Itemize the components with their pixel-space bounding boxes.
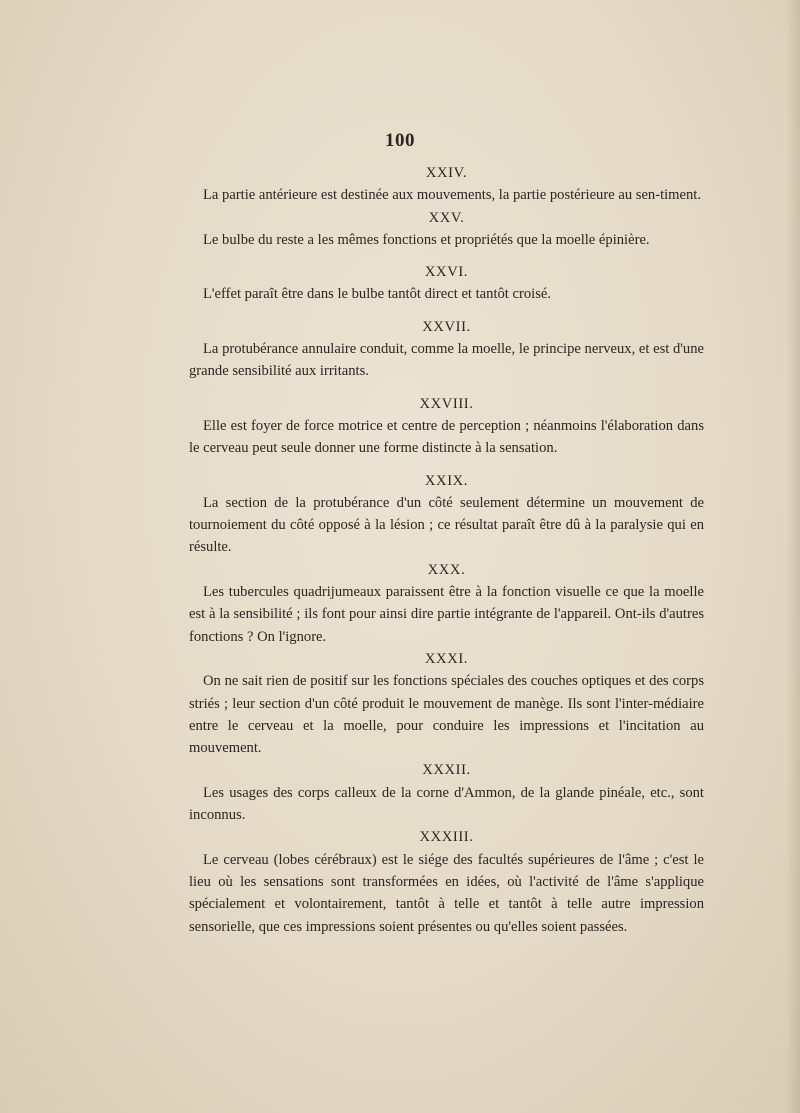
section-text: Les tubercules quadrijumeaux paraissent être à la fonction visuelle ce que la moelle est à la sensibilité ; ils font pour ainsi dire partie intégrante de l'appareil. Ont-ils d'autres fonctions ? On l'ignore.: [189, 584, 704, 645]
section-xxviii: [189, 393, 704, 460]
section-heading: XXVII.: [422, 318, 471, 335]
section-xxx: [189, 559, 704, 648]
section-text: La protubérance annulaire conduit, comme la moelle, le principe nerveux, et est d'une grande sensibilité aux irritants.: [189, 341, 704, 380]
document-body: [189, 162, 704, 938]
section-text: Le cerveau (lobes cérébraux) est le siége des facultés supérieures de l'âme ; c'est le lieu où les sensations sont transformées en idées, où l'activité de l'âme s'applique spécialement et volontairement, tantôt à telle et tantôt à telle autre impression sensorielle, que ces impressions soient présentes ou qu'elles soient passées.: [189, 851, 704, 935]
section-text: L'effet paraît être dans le bulbe tantôt direct et tantôt croisé.: [203, 286, 552, 303]
spacer: [189, 251, 704, 261]
section-text: La section de la protubérance d'un côté seulement détermine un mouvement de tournoiement du côté opposé à la lésion ; ce résultat paraît être dû à la paralysie qui en résulte.: [189, 494, 704, 556]
section-heading: XXIV.: [425, 165, 468, 181]
spacer: [189, 383, 704, 393]
section-xxvi: [189, 261, 704, 306]
section-heading: XXV.: [428, 209, 465, 226]
page-number: 100: [385, 130, 415, 151]
section-text: Les usages des corps calleux de la corne d'Ammon, de la glande pinéale, etc., sont inconnus.: [189, 784, 704, 824]
section-xxv: [189, 207, 704, 252]
section-text: Le bulbe du reste a les mêmes fonctions et propriétés que la moelle épinière.: [203, 231, 650, 248]
section-text: On ne sait rien de positif sur les fonctions spéciales des couches optiques et des corps striés ; leur section d'un côté produit le mouvement de manège. Ils sont l'inter-médiaire entre le cerveau et la moelle, pour conduire les impressions et l'incitation au mouvement.: [189, 673, 704, 757]
section-xxxiii: [189, 826, 704, 937]
section-xxiv: [189, 162, 704, 207]
page-edge-shadow: [786, 0, 800, 1113]
section-heading: XXXI.: [424, 650, 469, 667]
section-heading: XXXII.: [422, 762, 471, 779]
spacer: [189, 460, 704, 470]
section-heading: XXX.: [427, 561, 466, 578]
section-text: Elle est foyer de force motrice et centre de perception ; néanmoins l'élaboration dans le cerveau peut seule donner une forme distincte à la sensation.: [189, 417, 704, 457]
section-text: La partie antérieure est destinée aux mouvements, la partie postérieure au sen-timent.: [203, 187, 702, 204]
section-xxvii: [189, 316, 704, 383]
section-xxxii: [189, 759, 704, 826]
section-heading: XXXIII.: [419, 829, 474, 846]
section-xxxi: [189, 648, 704, 759]
section-heading: XXVIII.: [419, 395, 474, 412]
section-heading: XXVI.: [424, 264, 469, 281]
section-xxix: [189, 470, 704, 559]
section-heading: XXIX.: [424, 472, 469, 489]
spacer: [189, 306, 704, 316]
